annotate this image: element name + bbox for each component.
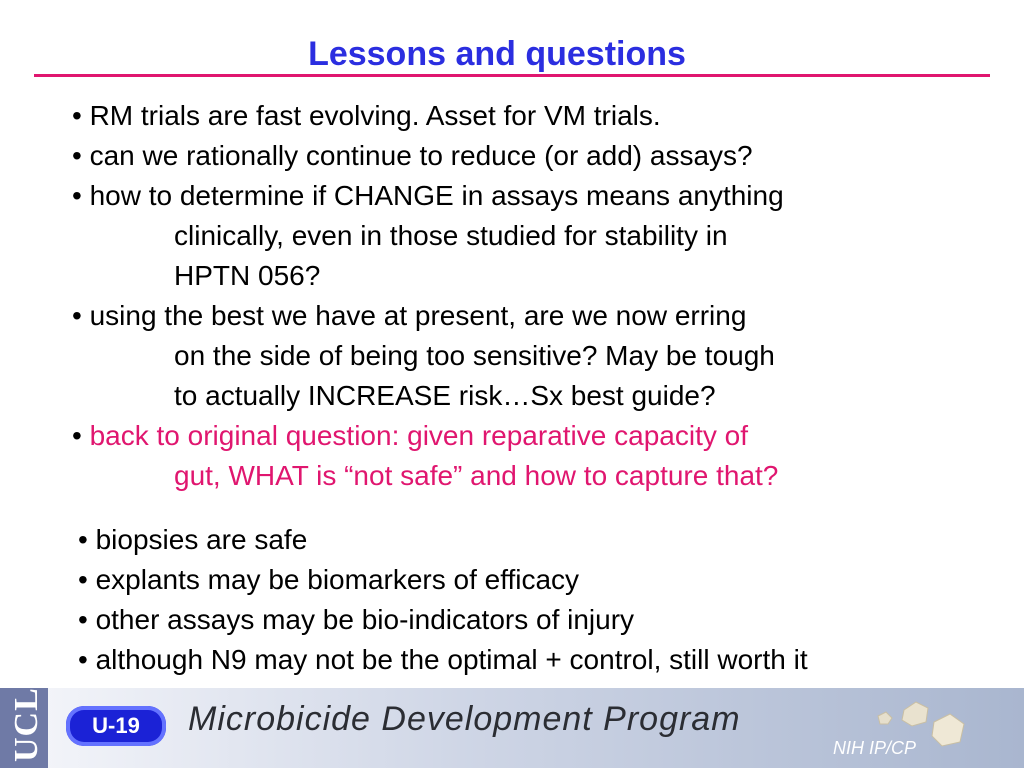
title-underline [34,74,990,77]
bullet-item [72,96,784,136]
bullet-continuation: on the side of being too sensitive? May be tough [174,340,775,371]
bullet-marker: • [72,420,90,451]
bullet-continuation: gut, WHAT is “not safe” and how to capture that? [174,460,779,491]
bullet-continuation: to actually INCREASE risk…Sx best guide? [174,380,716,411]
bullet-line: • can we rationally continue to reduce (or add) assays? [72,140,753,171]
bullet-item-highlighted [72,416,784,496]
bullet-item [72,176,784,296]
nih-label: NIH IP/CP [832,738,916,758]
ucla-sidebar [0,661,48,768]
bullet-line: • other assays may be bio-indicators of injury [78,604,635,635]
main-bullet-list [72,96,784,496]
bullet-line: • biopsies are safe [78,524,308,555]
secondary-bullet-list [78,520,808,680]
bullet-line: • explants may be biomarkers of efficacy [78,564,580,595]
bullet-line: • how to determine if CHANGE in assays means anything [72,180,784,211]
footer-banner [0,661,1024,768]
ucla-logo: UCLA [8,661,45,762]
u19-badge [66,706,166,746]
bullet-item [72,136,784,176]
bullet-line: • using the best we have at present, are we now erring [72,300,747,331]
highlighted-text: back to original question: given reparative capacity of [89,420,748,451]
u19-badge-label: U-19 [92,713,140,738]
program-name: Microbicide Development Program [188,700,741,738]
slide-title: Lessons and questions [308,35,686,73]
bullet-line: • although N9 may not be the optimal + control, still worth it [78,644,808,675]
bullet-line: • RM trials are fast evolving. Asset for VM trials. [72,100,661,131]
bullet-continuation: HPTN 056? [174,260,321,291]
bullet-line [72,416,784,456]
bullet-continuation: clinically, even in those studied for stability in [174,220,728,251]
bullet-item [72,296,784,416]
